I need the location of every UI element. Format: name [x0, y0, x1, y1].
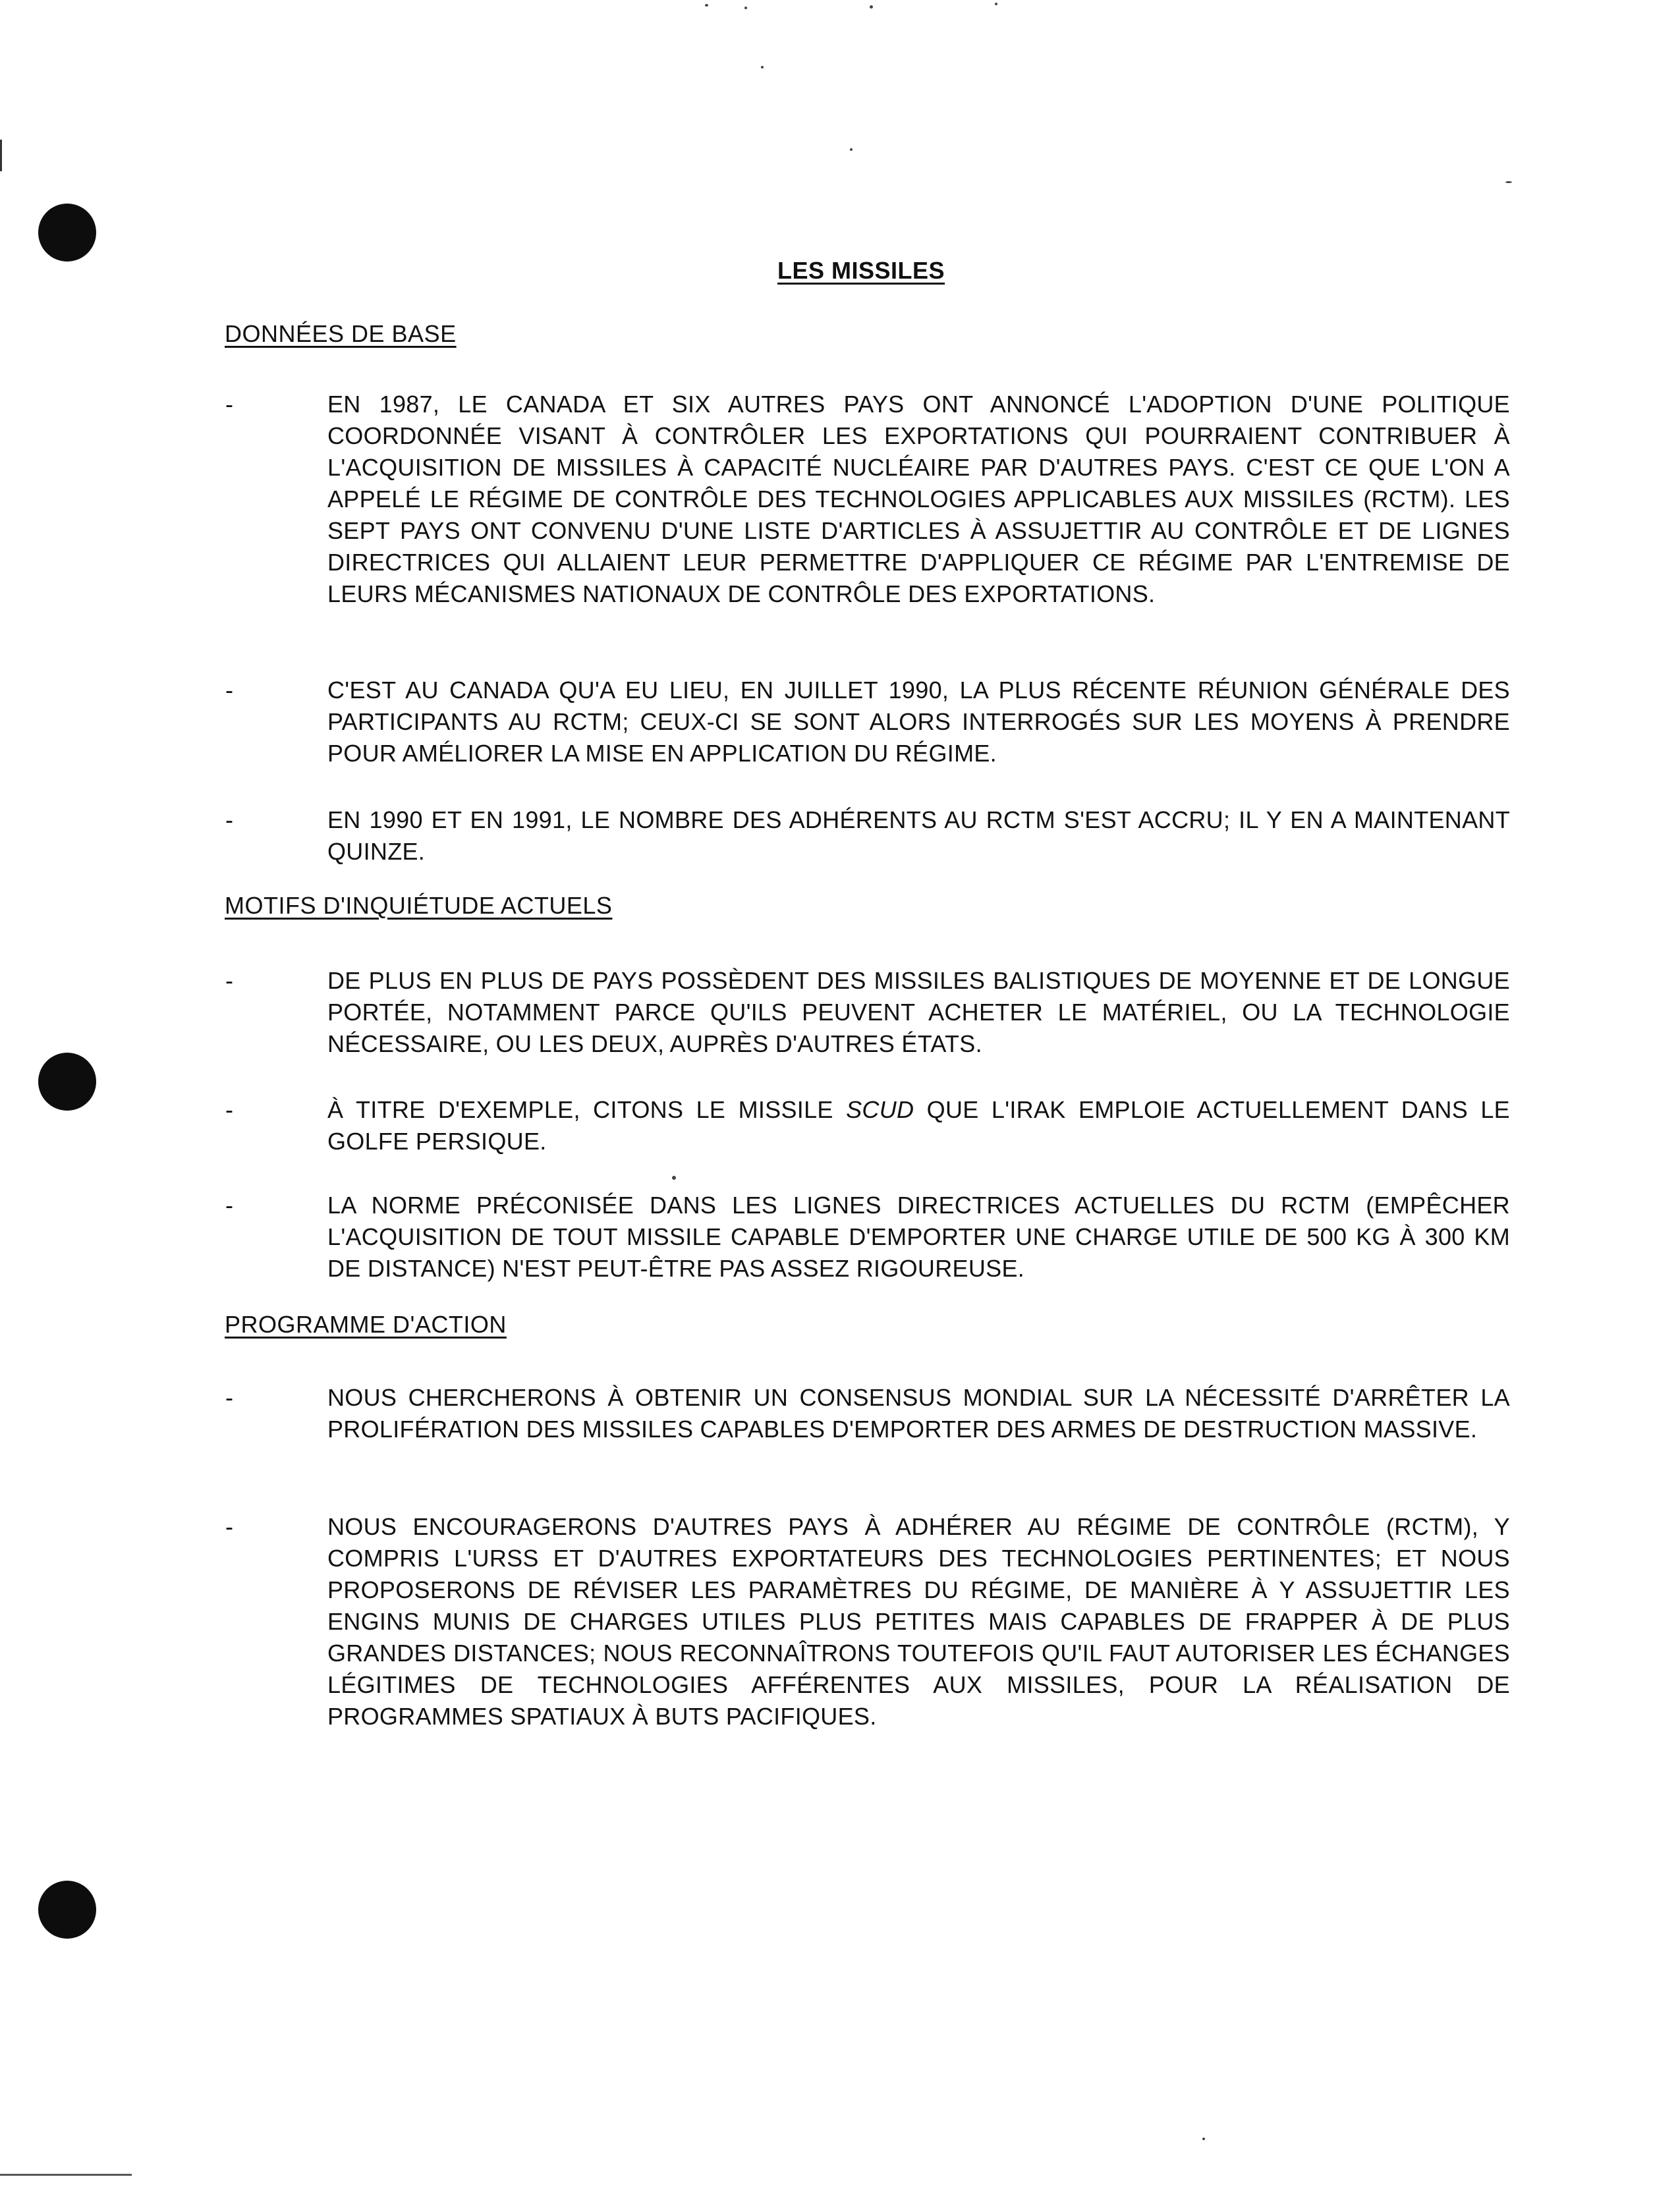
bullet-dash: -	[225, 391, 233, 418]
binder-hole	[38, 1053, 96, 1111]
section-heading: DONNÉES DE BASE	[225, 320, 457, 347]
bullet-dash: -	[225, 1384, 233, 1411]
scan-speck	[705, 4, 708, 7]
paragraph	[327, 1094, 1510, 1157]
binder-hole	[38, 1881, 96, 1939]
paragraph: DE PLUS EN PLUS DE PAYS POSSÈDENT DES MISSILES BALISTIQUES DE MOYENNE ET DE LONGUE PORTÉE, NOTAMMENT PARCE QU'ILS PEUVENT ACHETER LE MATÉRIEL, OU LA TECHNOLOGIE NÉCESSAIRE, OU LES DEUX, AUPRÈS D'AUTRES ÉTATS.	[327, 967, 1510, 1057]
missile-name: SCUD	[846, 1096, 914, 1123]
section-heading: MOTIFS D'INQUIÉTUDE ACTUELS	[225, 892, 613, 919]
scan-speck	[995, 3, 997, 5]
scan-speck	[870, 5, 873, 9]
scan-speck	[672, 1176, 676, 1180]
paragraph-text: QUE L'IRAK EMPLOIE ACTUELLEMENT DANS LE GOLFE PERSIQUE.	[327, 1096, 1510, 1155]
paragraph-text: À TITRE D'EXEMPLE, CITONS LE MISSILE	[327, 1096, 847, 1123]
scan-speck	[1505, 181, 1512, 183]
paragraph: LA NORME PRÉCONISÉE DANS LES LIGNES DIRECTRICES ACTUELLES DU RCTM (EMPÊCHER L'ACQUISITION DE TOUT MISSILE CAPABLE D'EMPORTER UNE CHARGE UTILE DE 500 KG À 300 KM DE DISTANCE) N'EST PEUT-ÊTRE PAS ASSEZ RIGOUREUSE.	[327, 1192, 1510, 1282]
bullet-dash: -	[225, 967, 233, 994]
scan-margin-mark	[0, 140, 2, 171]
scan-speck	[744, 7, 747, 9]
bullet-dash: -	[225, 806, 233, 833]
bullet-dash: -	[225, 1096, 233, 1123]
bullet-dash: -	[225, 1192, 233, 1219]
paragraph: NOUS ENCOURAGERONS D'AUTRES PAYS À ADHÉRER AU RÉGIME DE CONTRÔLE (RCTM), Y COMPRIS L'URSS ET D'AUTRES EXPORTATEURS DES TECHNOLOGIES PERTINENTES; ET NOUS PROPOSERONS DE RÉVISER LES PARAMÈTRES DU RÉGIME, DE MANIÈRE À Y ASSUJETTIR LES ENGINS MUNIS DE CHARGES UTILES PLUS PETITES MAIS CAPABLES DE FRAPPER À DE PLUS GRANDES DISTANCES; NOUS RECONNAÎTRONS TOUTEFOIS QU'IL FAUT AUTORISER LES ÉCHANGES LÉGITIMES DE TECHNOLOGIES AFFÉRENTES AUX MISSILES, POUR LA RÉALISATION DE PROGRAMMES SPATIAUX À BUTS PACIFIQUES.	[327, 1513, 1510, 1730]
scan-speck	[1202, 2138, 1205, 2140]
scan-speck	[850, 148, 853, 151]
page-title: LES MISSILES	[777, 257, 945, 284]
paragraph: NOUS CHERCHERONS À OBTENIR UN CONSENSUS MONDIAL SUR LA NÉCESSITÉ D'ARRÊTER LA PROLIFÉRATION DES MISSILES CAPABLES D'EMPORTER DES ARMES DE DESTRUCTION MASSIVE.	[327, 1384, 1510, 1443]
section-heading: PROGRAMME D'ACTION	[225, 1311, 507, 1338]
binder-hole	[38, 204, 96, 262]
paragraph: C'EST AU CANADA QU'A EU LIEU, EN JUILLET 1990, LA PLUS RÉCENTE RÉUNION GÉNÉRALE DES PARTICIPANTS AU RCTM; CEUX-CI SE SONT ALORS INTERROGÉS SUR LES MOYENS À PRENDRE POUR AMÉLIORER LA MISE EN APPLICATION DU RÉGIME.	[327, 677, 1510, 767]
scan-speck	[761, 66, 764, 69]
bullet-dash: -	[225, 1513, 233, 1540]
paragraph: EN 1990 ET EN 1991, LE NOMBRE DES ADHÉRENTS AU RCTM S'EST ACCRU; IL Y EN A MAINTENANT QUINZE.	[327, 806, 1510, 865]
bullet-dash: -	[225, 677, 233, 704]
scan-bottom-rule	[0, 2174, 132, 2176]
paragraph: EN 1987, LE CANADA ET SIX AUTRES PAYS ONT ANNONCÉ L'ADOPTION D'UNE POLITIQUE COORDONNÉE VISANT À CONTRÔLER LES EXPORTATIONS QUI POURRAIENT CONTRIBUER À L'ACQUISITION DE MISSILES À CAPACITÉ NUCLÉAIRE PAR D'AUTRES PAYS. C'EST CE QUE L'ON A APPELÉ LE RÉGIME DE CONTRÔLE DES TECHNOLOGIES APPLICABLES AUX MISSILES (RCTM). LES SEPT PAYS ONT CONVENU D'UNE LISTE D'ARTICLES À ASSUJETTIR AU CONTRÔLE ET DE LIGNES DIRECTRICES QUI ALLAIENT LEUR PERMETTRE D'APPLIQUER CE RÉGIME PAR L'ENTREMISE DE LEURS MÉCANISMES NATIONAUX DE CONTRÔLE DES EXPORTATIONS.	[327, 391, 1510, 607]
